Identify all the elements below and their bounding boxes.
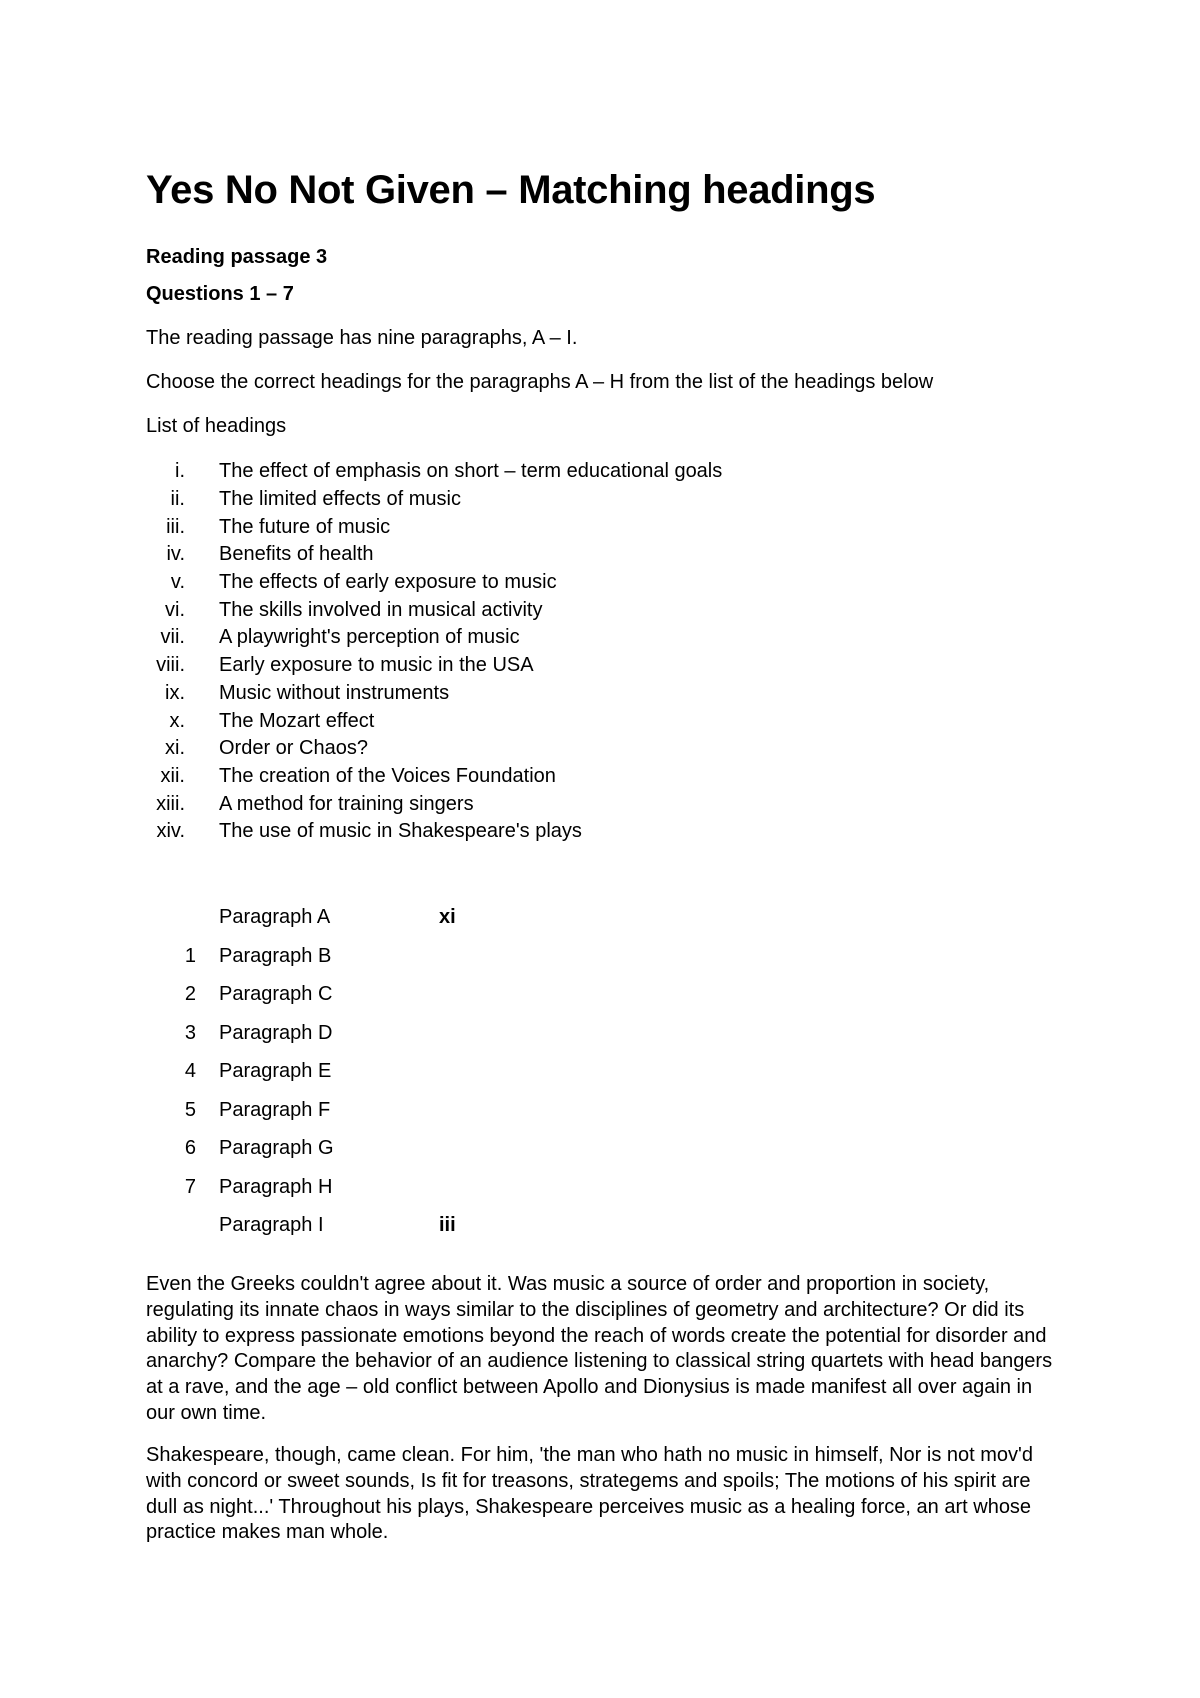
instruction-text: Choose the correct headings for the paragraphs A – H from the list of the headings below bbox=[146, 371, 934, 393]
paragraph-label: Paragraph E bbox=[219, 1060, 332, 1082]
question-number: 3 bbox=[184, 1021, 196, 1044]
heading-text: Benefits of health bbox=[219, 543, 374, 566]
heading-item bbox=[146, 652, 1046, 680]
answer-value: iii bbox=[439, 1214, 456, 1236]
heading-item bbox=[146, 680, 1046, 708]
paragraph-label: Paragraph I bbox=[219, 1214, 324, 1236]
answer-row bbox=[146, 1137, 1046, 1176]
answer-row bbox=[146, 1214, 1046, 1253]
heading-number: v. bbox=[170, 571, 185, 594]
heading-item bbox=[146, 763, 1046, 791]
intro-text: The reading passage has nine paragraphs, A – I. bbox=[146, 327, 578, 349]
answer-blank[interactable] bbox=[439, 1099, 559, 1123]
heading-item bbox=[146, 569, 1046, 597]
heading-number: x. bbox=[169, 709, 185, 732]
answer-blank[interactable] bbox=[439, 1060, 559, 1084]
heading-item bbox=[146, 486, 1046, 514]
heading-text: The creation of the Voices Foundation bbox=[219, 764, 556, 787]
heading-text: The future of music bbox=[219, 515, 391, 538]
heading-number: iii. bbox=[166, 515, 185, 538]
paragraph-label: Paragraph F bbox=[219, 1098, 331, 1121]
headings-list bbox=[146, 458, 1046, 846]
answer-blank[interactable] bbox=[439, 983, 559, 1007]
heading-item bbox=[146, 790, 1046, 818]
passage-paragraph: Shakespeare, though, came clean. For him, 'the man who hath no music in himself, Nor is not mov'd with concord or sweet sounds, Is fit for treasons, strategems and spoils; The motions of his spirit are dull as night...' Throughout his plays, Shakespeare perceives music as a healing force, an art whose practice makes man whole. bbox=[146, 1444, 1033, 1544]
passage-label: Reading passage 3 bbox=[146, 246, 328, 268]
heading-text: Music without instruments bbox=[219, 681, 450, 704]
heading-number: xi. bbox=[165, 737, 185, 760]
answer-blank[interactable] bbox=[439, 945, 559, 969]
paragraph-label: Paragraph C bbox=[219, 983, 333, 1005]
answer-row bbox=[146, 1060, 1046, 1099]
question-number: 4 bbox=[184, 1060, 196, 1082]
question-number: 1 bbox=[184, 944, 196, 967]
answer-row bbox=[146, 906, 1046, 945]
heading-item bbox=[146, 735, 1046, 763]
heading-text: The skills involved in musical activity bbox=[219, 598, 543, 621]
answer-blank[interactable] bbox=[439, 1022, 559, 1046]
heading-item bbox=[146, 541, 1046, 569]
questions-label: Questions 1 – 7 bbox=[146, 283, 294, 305]
answer-row bbox=[146, 1022, 1046, 1061]
question-number: 7 bbox=[184, 1175, 196, 1198]
heading-text: The effects of early exposure to music bbox=[219, 571, 557, 594]
passage-paragraph: Even the Greeks couldn't agree about it. Was music a source of order and proportion in society, regulating its innate chaos in ways similar to the disciplines of geometry and architecture? Or did its ability to express passionate emotions beyond the reach of words create the potential for disorder and anarchy? Compare the behavior of an audience listening to classical string quartets with head bangers at a rave, and the age – old conflict between Apollo and Dionysius is made manifest all over again in our own time. bbox=[146, 1273, 1053, 1424]
heading-number: ii. bbox=[170, 488, 185, 511]
question-number: 6 bbox=[184, 1137, 196, 1159]
heading-item bbox=[146, 458, 1046, 486]
paragraph-label: Paragraph G bbox=[219, 1137, 334, 1159]
heading-number: xii. bbox=[160, 764, 185, 787]
heading-number: vii. bbox=[160, 626, 185, 649]
question-number: 5 bbox=[184, 1098, 196, 1121]
heading-text: The use of music in Shakespeare's plays bbox=[219, 820, 582, 843]
heading-item bbox=[146, 624, 1046, 652]
heading-number: viii. bbox=[156, 654, 185, 677]
heading-number: xiv. bbox=[156, 820, 185, 843]
answer-row bbox=[146, 1176, 1046, 1215]
heading-item bbox=[146, 707, 1046, 735]
heading-text: A method for training singers bbox=[219, 792, 474, 815]
heading-number: iv. bbox=[166, 543, 185, 566]
answer-row bbox=[146, 945, 1046, 984]
list-title: List of headings bbox=[146, 415, 287, 437]
heading-text: Early exposure to music in the USA bbox=[219, 654, 534, 677]
heading-text: The effect of emphasis on short – term educational goals bbox=[219, 460, 723, 483]
paragraph-label: Paragraph D bbox=[219, 1021, 333, 1044]
heading-number: vi. bbox=[165, 598, 185, 621]
paragraph-label: Paragraph B bbox=[219, 944, 332, 967]
heading-number: xiii. bbox=[156, 792, 185, 815]
answer-blank[interactable] bbox=[439, 1176, 559, 1200]
question-number: 2 bbox=[184, 983, 196, 1005]
heading-number: ix. bbox=[165, 681, 185, 704]
paragraph-label: Paragraph A bbox=[219, 906, 331, 928]
answer-table bbox=[146, 906, 1046, 1253]
heading-item bbox=[146, 596, 1046, 624]
page-title: Yes No Not Given – Matching headings bbox=[146, 168, 876, 212]
heading-text: The limited effects of music bbox=[219, 488, 461, 511]
answer-value: xi bbox=[439, 906, 456, 928]
heading-item bbox=[146, 818, 1046, 846]
heading-text: A playwright's perception of music bbox=[219, 626, 520, 649]
answer-row bbox=[146, 1099, 1046, 1138]
heading-number: i. bbox=[175, 460, 185, 483]
answer-row bbox=[146, 983, 1046, 1022]
heading-text: Order or Chaos? bbox=[219, 737, 368, 760]
paragraph-label: Paragraph H bbox=[219, 1175, 333, 1198]
heading-text: The Mozart effect bbox=[219, 709, 375, 732]
answer-blank[interactable] bbox=[439, 1137, 559, 1161]
heading-item bbox=[146, 513, 1046, 541]
